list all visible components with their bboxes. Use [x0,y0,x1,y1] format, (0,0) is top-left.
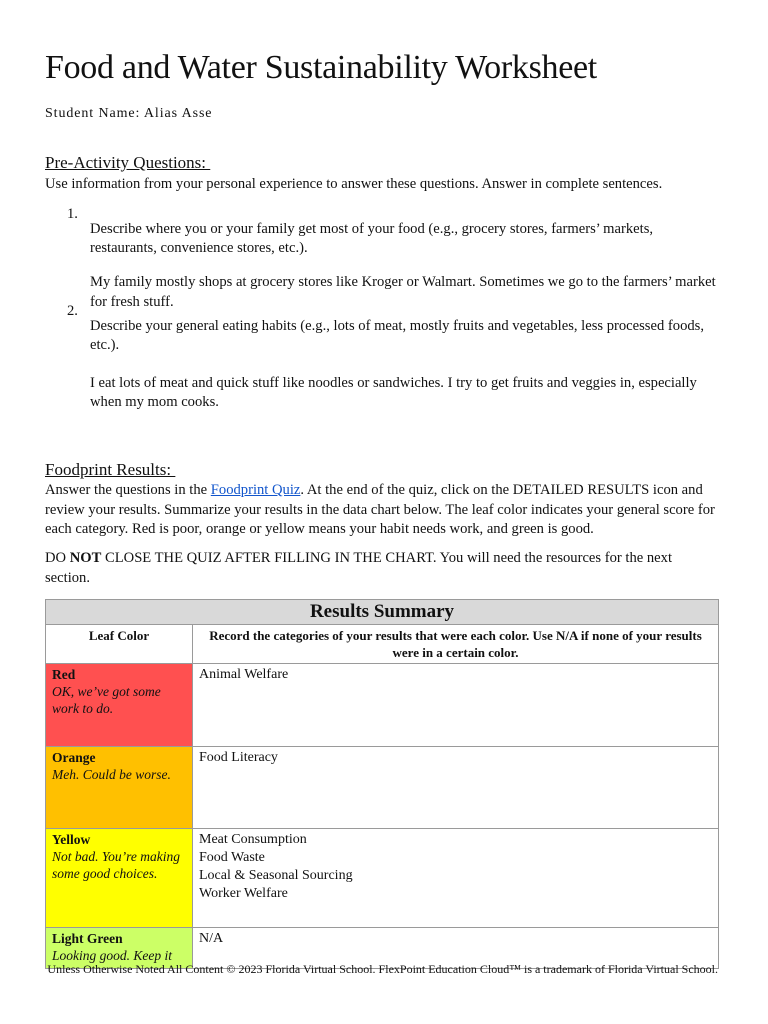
page-title: Food and Water Sustainability Worksheet [45,49,597,86]
category-item: Food Literacy [199,750,278,765]
categories-cell-orange[interactable] [193,747,719,829]
leaf-color-subtitle: Looking good. Keep it [52,948,172,963]
leaf-color-name: Yellow [52,832,91,847]
question-answer: My family mostly shops at grocery stores like Kroger or Walmart. Sometimes we go to the farmers’ market for fresh stuff. [90,274,716,310]
do-not-close-note [45,549,718,588]
category-item: Meat Consumption [199,832,307,847]
leaf-color-name: Light Green [52,931,123,946]
question-text: Describe your general eating habits (e.g., lots of meat, mostly fruits and vegetables, less processed foods, etc.). [90,317,704,354]
category-item: Worker Welfare [199,886,288,901]
note-emphasis: NOT [69,550,102,566]
foodprint-instructions [45,481,718,540]
pre-activity-instructions: Use information from your personal experience to answer these questions. Answer in complete sentences. [45,176,663,192]
note-text: DO [45,550,70,566]
table-title: Results Summary [46,600,719,625]
leaf-color-subtitle: OK, we’ve got some work to do. [52,684,161,716]
question-text: Describe where you or your family get most of your food (e.g., grocery stores, farmers’ markets, restaurants, convenience stores, etc.). [90,220,654,257]
leaf-cell-yellow [46,829,193,928]
question-number: 1. [67,206,78,222]
leaf-cell-orange [46,747,193,829]
leaf-color-header: Leaf Color [46,625,193,664]
pre-activity-heading-wrap [45,153,718,173]
question-2 [67,302,718,427]
note-text: CLOSE THE QUIZ AFTER FILLING IN THE CHART. You will need the resources for the next section. [45,550,673,586]
question-answer: I eat lots of meat and quick stuff like noodles or sandwiches. I try to get fruits and veggies in, especially when my mom cooks. [90,374,697,411]
leaf-color-subtitle: Meh. Could be worse. [52,767,171,782]
foodprint-heading: Foodprint Results: [45,460,176,479]
category-item: Animal Welfare [199,667,289,682]
leaf-cell-red [46,664,193,747]
student-name: Student Name: Alias Asse [45,106,213,121]
category-item: Local & Seasonal Sourcing [199,868,353,883]
category-item: N/A [199,931,224,946]
instructions-text: Answer the questions in the [45,482,211,498]
instructions-text: . At the end of the quiz, click on the DETAILED RESULTS icon and review your results. Summarize your results in the data chart below. The leaf color indicates your general score for each category. Red is poor, orange or yellow means your habit needs work, and green is good. [45,482,715,537]
categories-header: Record the categories of your results that were each color. Use N/A if none of your results were in a certain color. [193,625,719,664]
category-item: Food Waste [199,850,265,865]
leaf-color-name: Orange [52,750,96,765]
pre-activity-heading: Pre-Activity Questions: [45,153,211,172]
copyright-footer: Unless Otherwise Noted All Content © 2023 Florida Virtual School. FlexPoint Education Cloud™ is a trademark of Florida Virtual School. [47,962,718,976]
categories-cell-red[interactable] [193,664,719,747]
foodprint-quiz-link[interactable]: Foodprint Quiz [210,482,301,498]
leaf-color-name: Red [52,667,76,682]
categories-cell-yellow[interactable] [193,829,719,928]
question-number: 2. [67,303,78,319]
results-summary-table [45,599,719,969]
leaf-color-subtitle: Not bad. You’re making some good choices. [52,849,181,881]
